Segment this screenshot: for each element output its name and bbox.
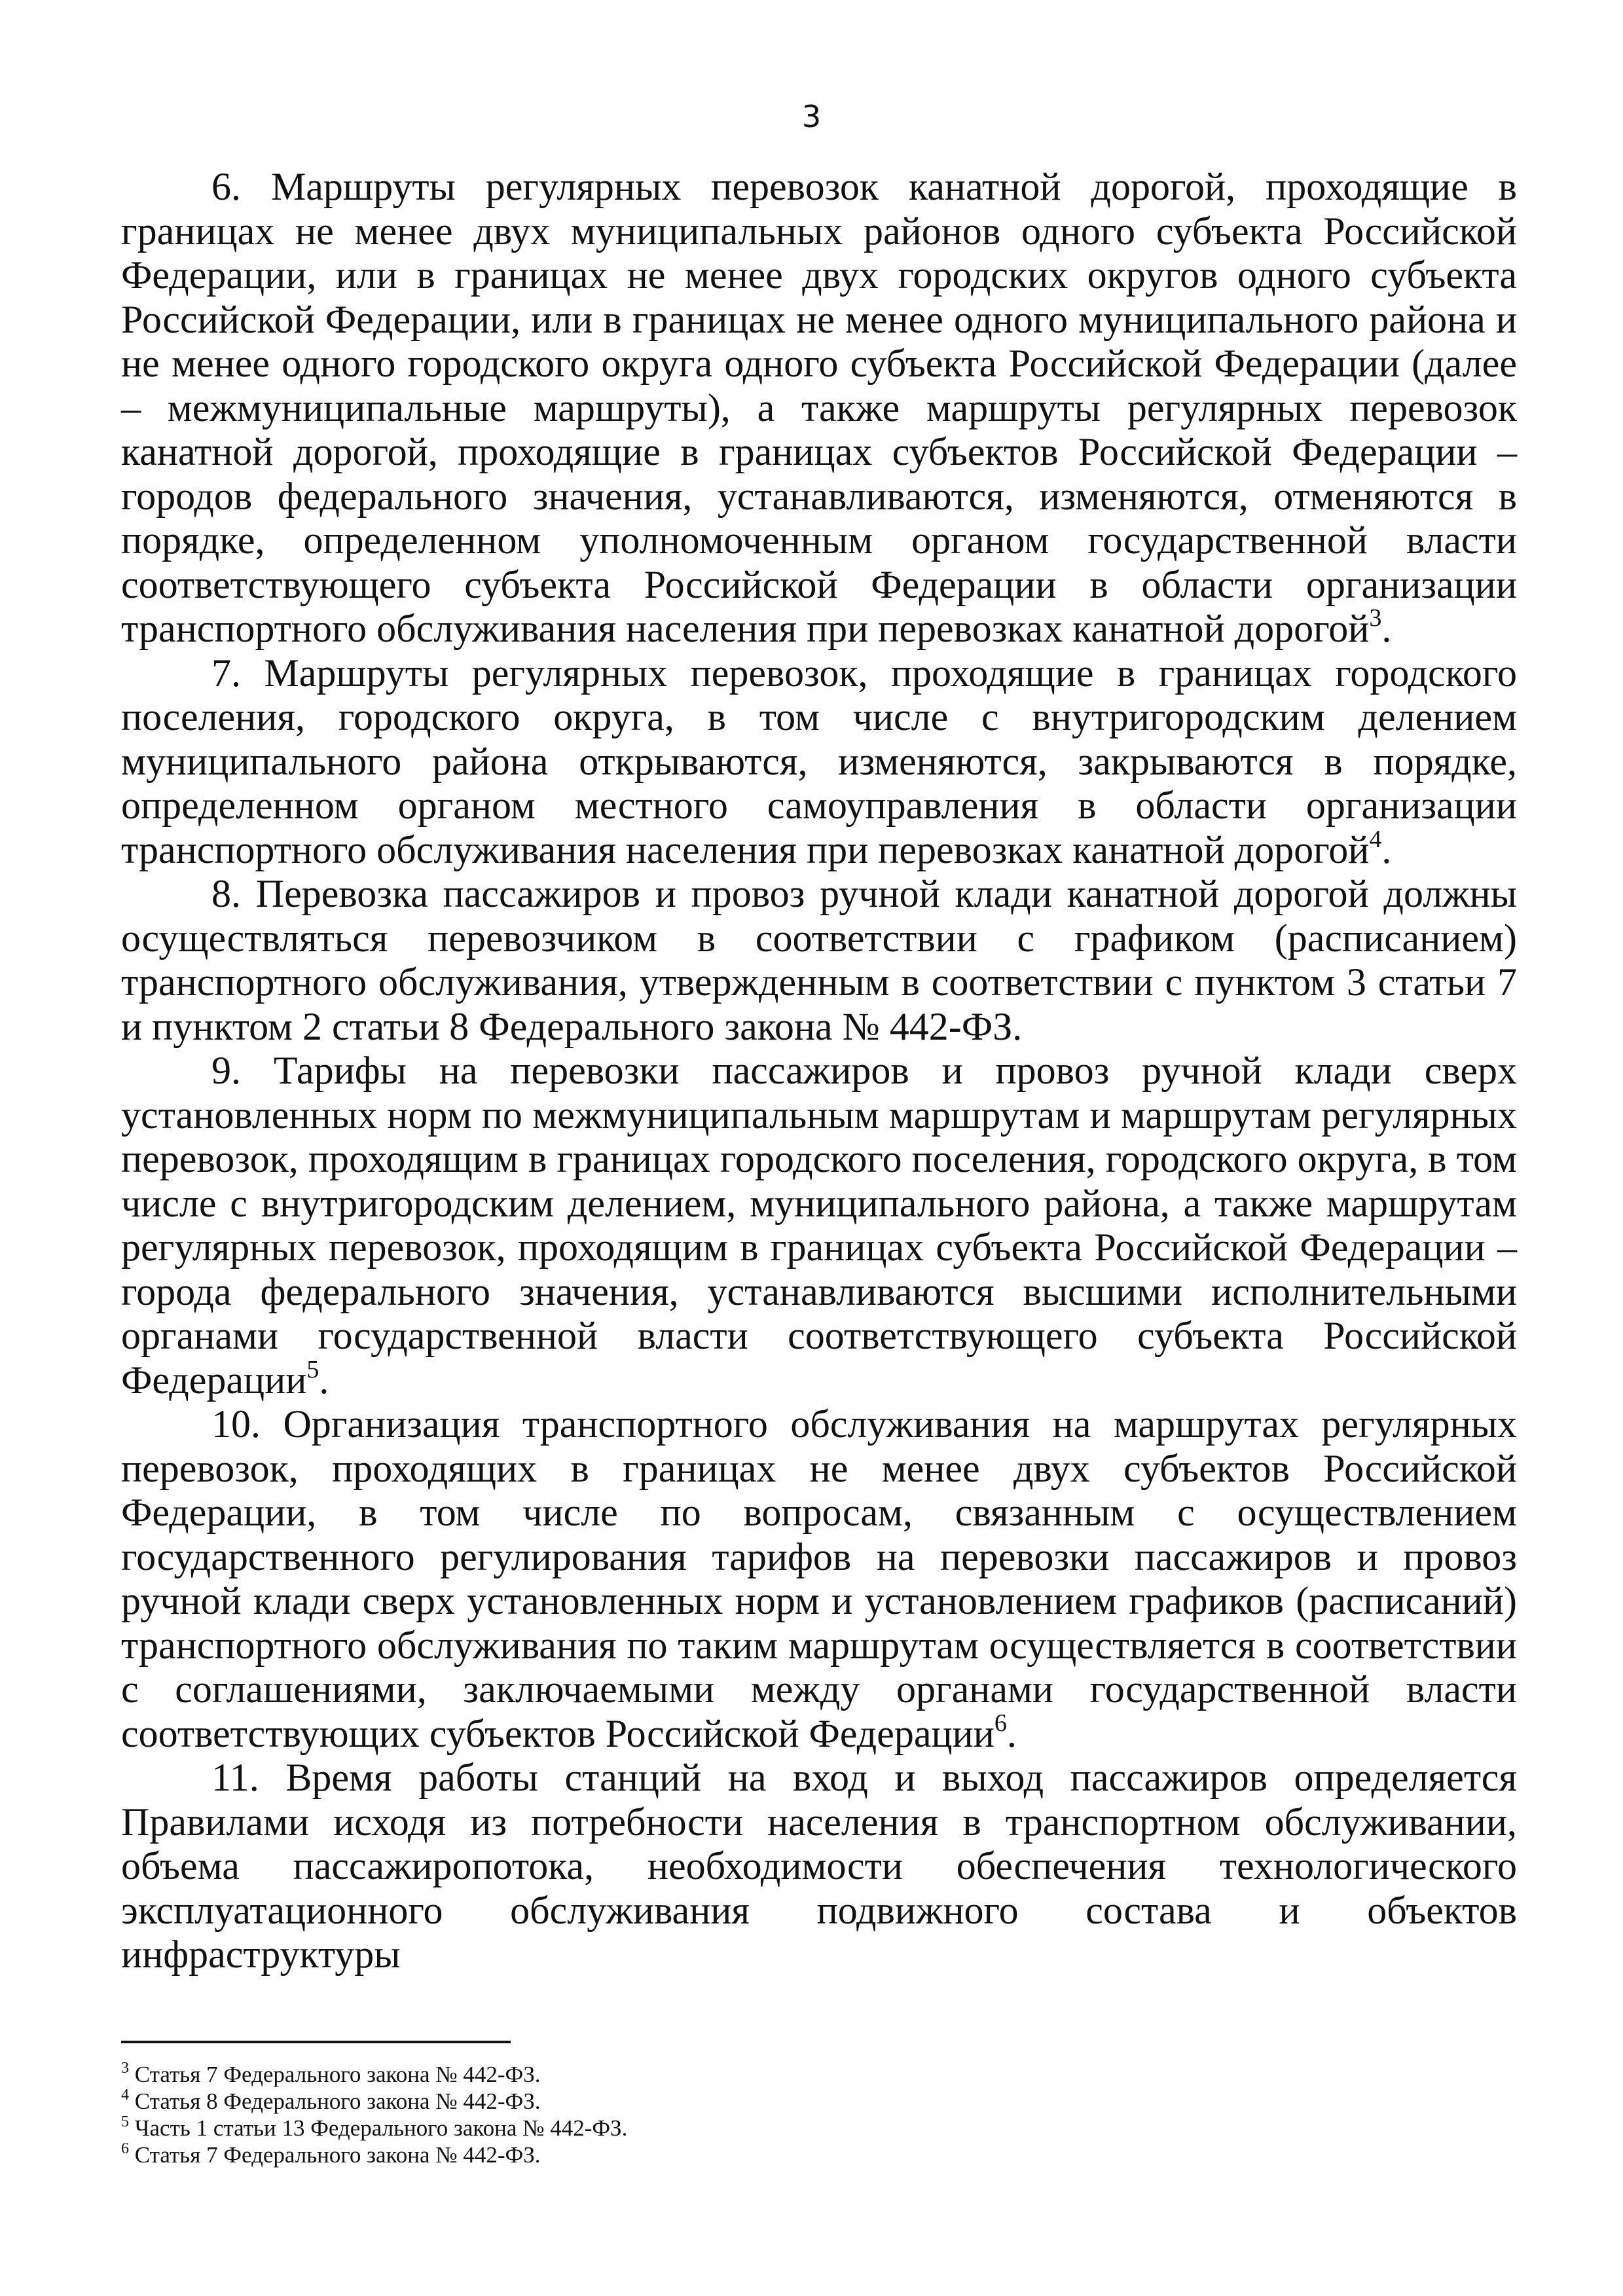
page-number: 3 — [801, 99, 822, 134]
footnote-ref: 4 — [1369, 825, 1382, 853]
paragraph-number: 9. — [211, 1049, 241, 1092]
footnote-ref: 5 — [306, 1355, 319, 1383]
paragraph-end: . — [1381, 607, 1392, 650]
footnote-mark: 5 — [121, 2113, 129, 2130]
paragraph-number: 6. — [211, 165, 241, 208]
paragraph-10 — [121, 1402, 1517, 1756]
paragraph-11 — [121, 1756, 1517, 1977]
paragraph-9 — [121, 1049, 1517, 1402]
paragraph-number: 11. — [211, 1756, 259, 1799]
paragraph-end: . — [319, 1358, 329, 1402]
paragraph-text: Тарифы на перевозки пассажиров и провоз ручной клади сверх установленных норм по межмуниципальным маршрутам и маршрутам регулярных перевозок, проходящим в границах городского поселения, городского округа, в том числе с внутригородским делением, муниципального района, а также маршрутам регулярных перевозок, проходящим в границах субъекта Российской Федерации – города федерального значения, устанавливаются высшими исполнительными органами государственной власти соответствующего субъекта Российской Федерации — [121, 1049, 1518, 1402]
paragraph-text: Маршруты регулярных перевозок, проходящие в границах городского поселения, городского округа, в том числе с внутригородским делением муниципального района открываются, изменяются, закрываются в порядке, определенном органом местного самоуправления в области организации транспортного обслуживания населения при перевозках канатной дорогой — [121, 651, 1518, 871]
footnote-6 — [121, 2141, 1517, 2168]
footnote-mark: 4 — [121, 2086, 129, 2104]
paragraph-end: . — [1006, 1711, 1017, 1755]
footnote-mark: 6 — [121, 2140, 129, 2157]
footnote-text: Статья 7 Федерального закона № 442-ФЗ. — [134, 2142, 541, 2168]
footnote-ref: 3 — [1369, 604, 1382, 632]
paragraph-text: Маршруты регулярных перевозок канатной дорогой, проходящие в границах не менее двух муниципальных районов одного субъекта Российской Федерации, или в границах не менее двух городских округов одного субъекта Российской Федерации, или в границах не менее одного муниципального района и не менее одного городского округа одного субъекта Российской Федерации (далее – межмуниципальные маршруты), а также маршруты регулярных перевозок канатной дорогой, проходящие в границах субъектов Российской Федерации – городов федерального значения, устанавливаются, изменяются, отменяются в порядке, определенном уполномоченным органом государственной власти соответствующего субъекта Российской Федерации в области организации транспортного обслуживания населения при перевозках канатной дорогой — [121, 165, 1518, 650]
footnote-text: Статья 8 Федерального закона № 442-ФЗ. — [134, 2088, 541, 2114]
paragraph-text: Перевозка пассажиров и провоз ручной клади канатной дорогой должны осуществляться перевозчиком в соответствии с графиком (расписанием) транспортного обслуживания, утвержденным в соответствии с пунктом 3 статьи 7 и пунктом 2 статьи 8 Федерального закона № 442-ФЗ. — [121, 872, 1517, 1048]
footnote-text: Статья 7 Федерального закона № 442-ФЗ. — [134, 2062, 541, 2087]
footnote-separator — [121, 2041, 511, 2043]
footnote-text: Часть 1 статьи 13 Федерального закона № 442-ФЗ. — [134, 2115, 628, 2141]
footnotes — [121, 2061, 1517, 2168]
paragraph-7 — [121, 651, 1517, 873]
footnote-5 — [121, 2115, 1517, 2141]
footnote-mark: 3 — [121, 2060, 129, 2077]
paragraph-number: 8. — [211, 872, 241, 915]
paragraph-number: 10. — [211, 1402, 261, 1446]
footnote-4 — [121, 2088, 1517, 2115]
paragraph-6 — [121, 165, 1517, 651]
paragraph-end: . — [1381, 828, 1392, 871]
footnote-ref: 6 — [994, 1709, 1007, 1737]
paragraph-8 — [121, 872, 1517, 1049]
paragraph-text: Время работы станций на вход и выход пассажиров определяется Правилами исходя из потребности населения в транспортном обслуживании, объема пассажиропотока, необходимости обеспечения технологического эксплуатационного обслуживания подвижного состава и объектов инфраструктуры — [121, 1756, 1517, 1976]
footnote-3 — [121, 2061, 1517, 2088]
paragraph-text: Организация транспортного обслуживания на маршрутах регулярных перевозок, проходящих в границах не менее двух субъектов Российской Федерации, в том числе по вопросам, связанным с осуществлением государственного регулирования тарифов на перевозки пассажиров и провоз ручной клади сверх установленных норм и установлением графиков (расписаний) транспортного обслуживания по таким маршрутам осуществляется в соответствии с соглашениями, заключаемыми между органами государственной власти соответствующих субъектов Российской Федерации — [121, 1402, 1517, 1755]
paragraph-number: 7. — [211, 651, 241, 695]
body-text — [121, 165, 1517, 1977]
